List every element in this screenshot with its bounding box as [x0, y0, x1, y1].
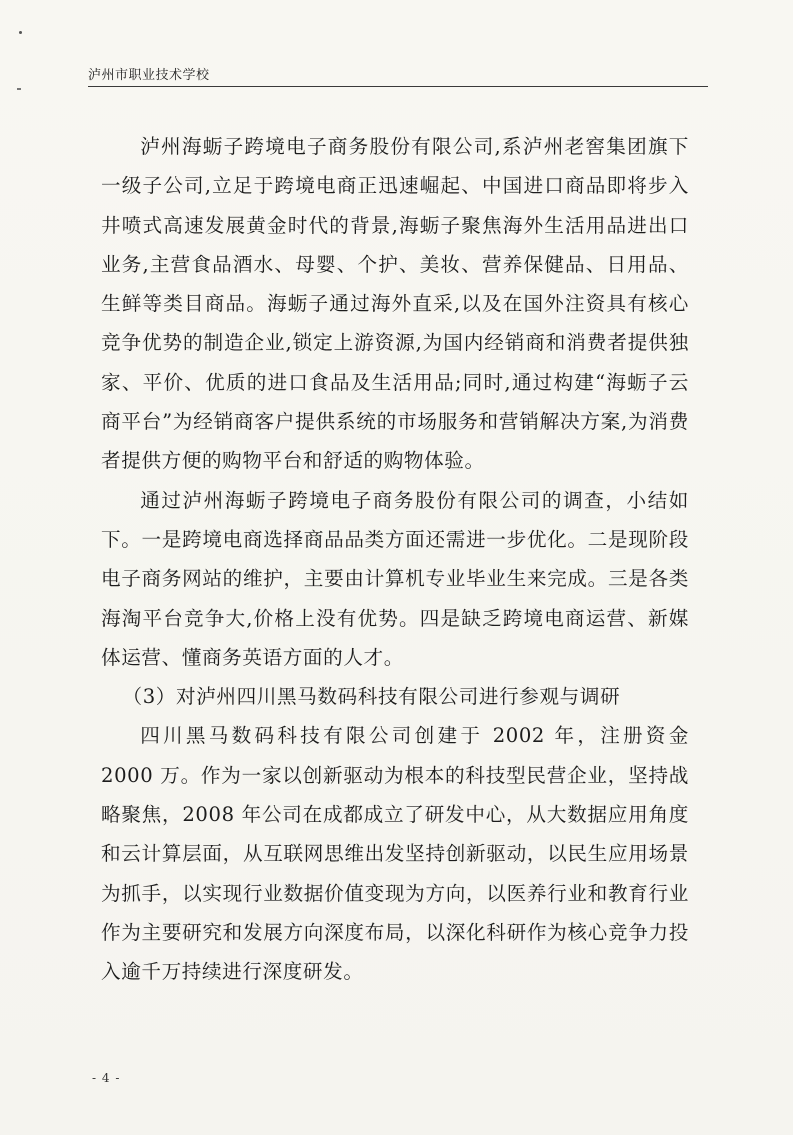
scan-speck — [19, 31, 22, 34]
paragraph-company-intro: 泸州海蛎子跨境电子商务股份有限公司,系泸州老窖集团旗下一级子公司,立足于跨境电商正迅速崛起、中国进口商品即将步入井喷式高速发展黄金时代的背景,海蛎子聚焦海外生活用品进出口业务,主营食品酒水、母婴、个护、美妆、营养保健品、日用品、生鲜等类目商品。海蛎子通过海外直采,以及在国外注资具有核心竞争优势的制造企业,锁定上游资源,为国内经销商和消费者提供独家、平价、优质的进口食品及生活用品;同时,通过构建“海蛎子云商平台”为经销商客户提供系统的市场服务和营销解决方案,为消费者提供方便的购物平台和舒适的购物体验。 — [101, 135, 689, 473]
paragraph-survey-summary: 通过泸州海蛎子跨境电子商务股份有限公司的调查，小结如下。一是跨境电商选择商品品类方面还需进一步优化。二是现阶段电子商务网站的维护，主要由计算机专业毕业生来完成。三是各类海淘平台竞争大,价格上没有优势。四是缺乏跨境电商运营、新媒体运营、懂商务英语方面的人才。 — [101, 488, 689, 669]
header-school-name: 泸州市职业技术学校 — [88, 68, 210, 83]
section-heading: （3）对泸州四川黑马数码科技有限公司进行参观与调研 — [122, 685, 621, 709]
header-rule — [88, 86, 708, 87]
scan-speck — [17, 88, 21, 90]
document-body — [101, 127, 689, 992]
page-number: - 4 - — [92, 1071, 121, 1085]
page-header — [88, 68, 708, 84]
paragraph-heima-intro: 四川黑马数码科技有限公司创建于 2002 年，注册资金 2000 万。作为一家以创新驱动为根本的科技型民营企业，坚持战略聚焦，2008 年公司在成都成立了研发中心，从大数据应用角度和云计算层面，从互联网思维出发坚持创新驱动，以民生应用场景为抓手，以实现行业数据价值变现为方向，以医养行业和教育行业作为主要研究和发展方向深度布局，以深化科研作为核心竞争力投入逾千万持续进行深度研发。 — [101, 724, 689, 984]
